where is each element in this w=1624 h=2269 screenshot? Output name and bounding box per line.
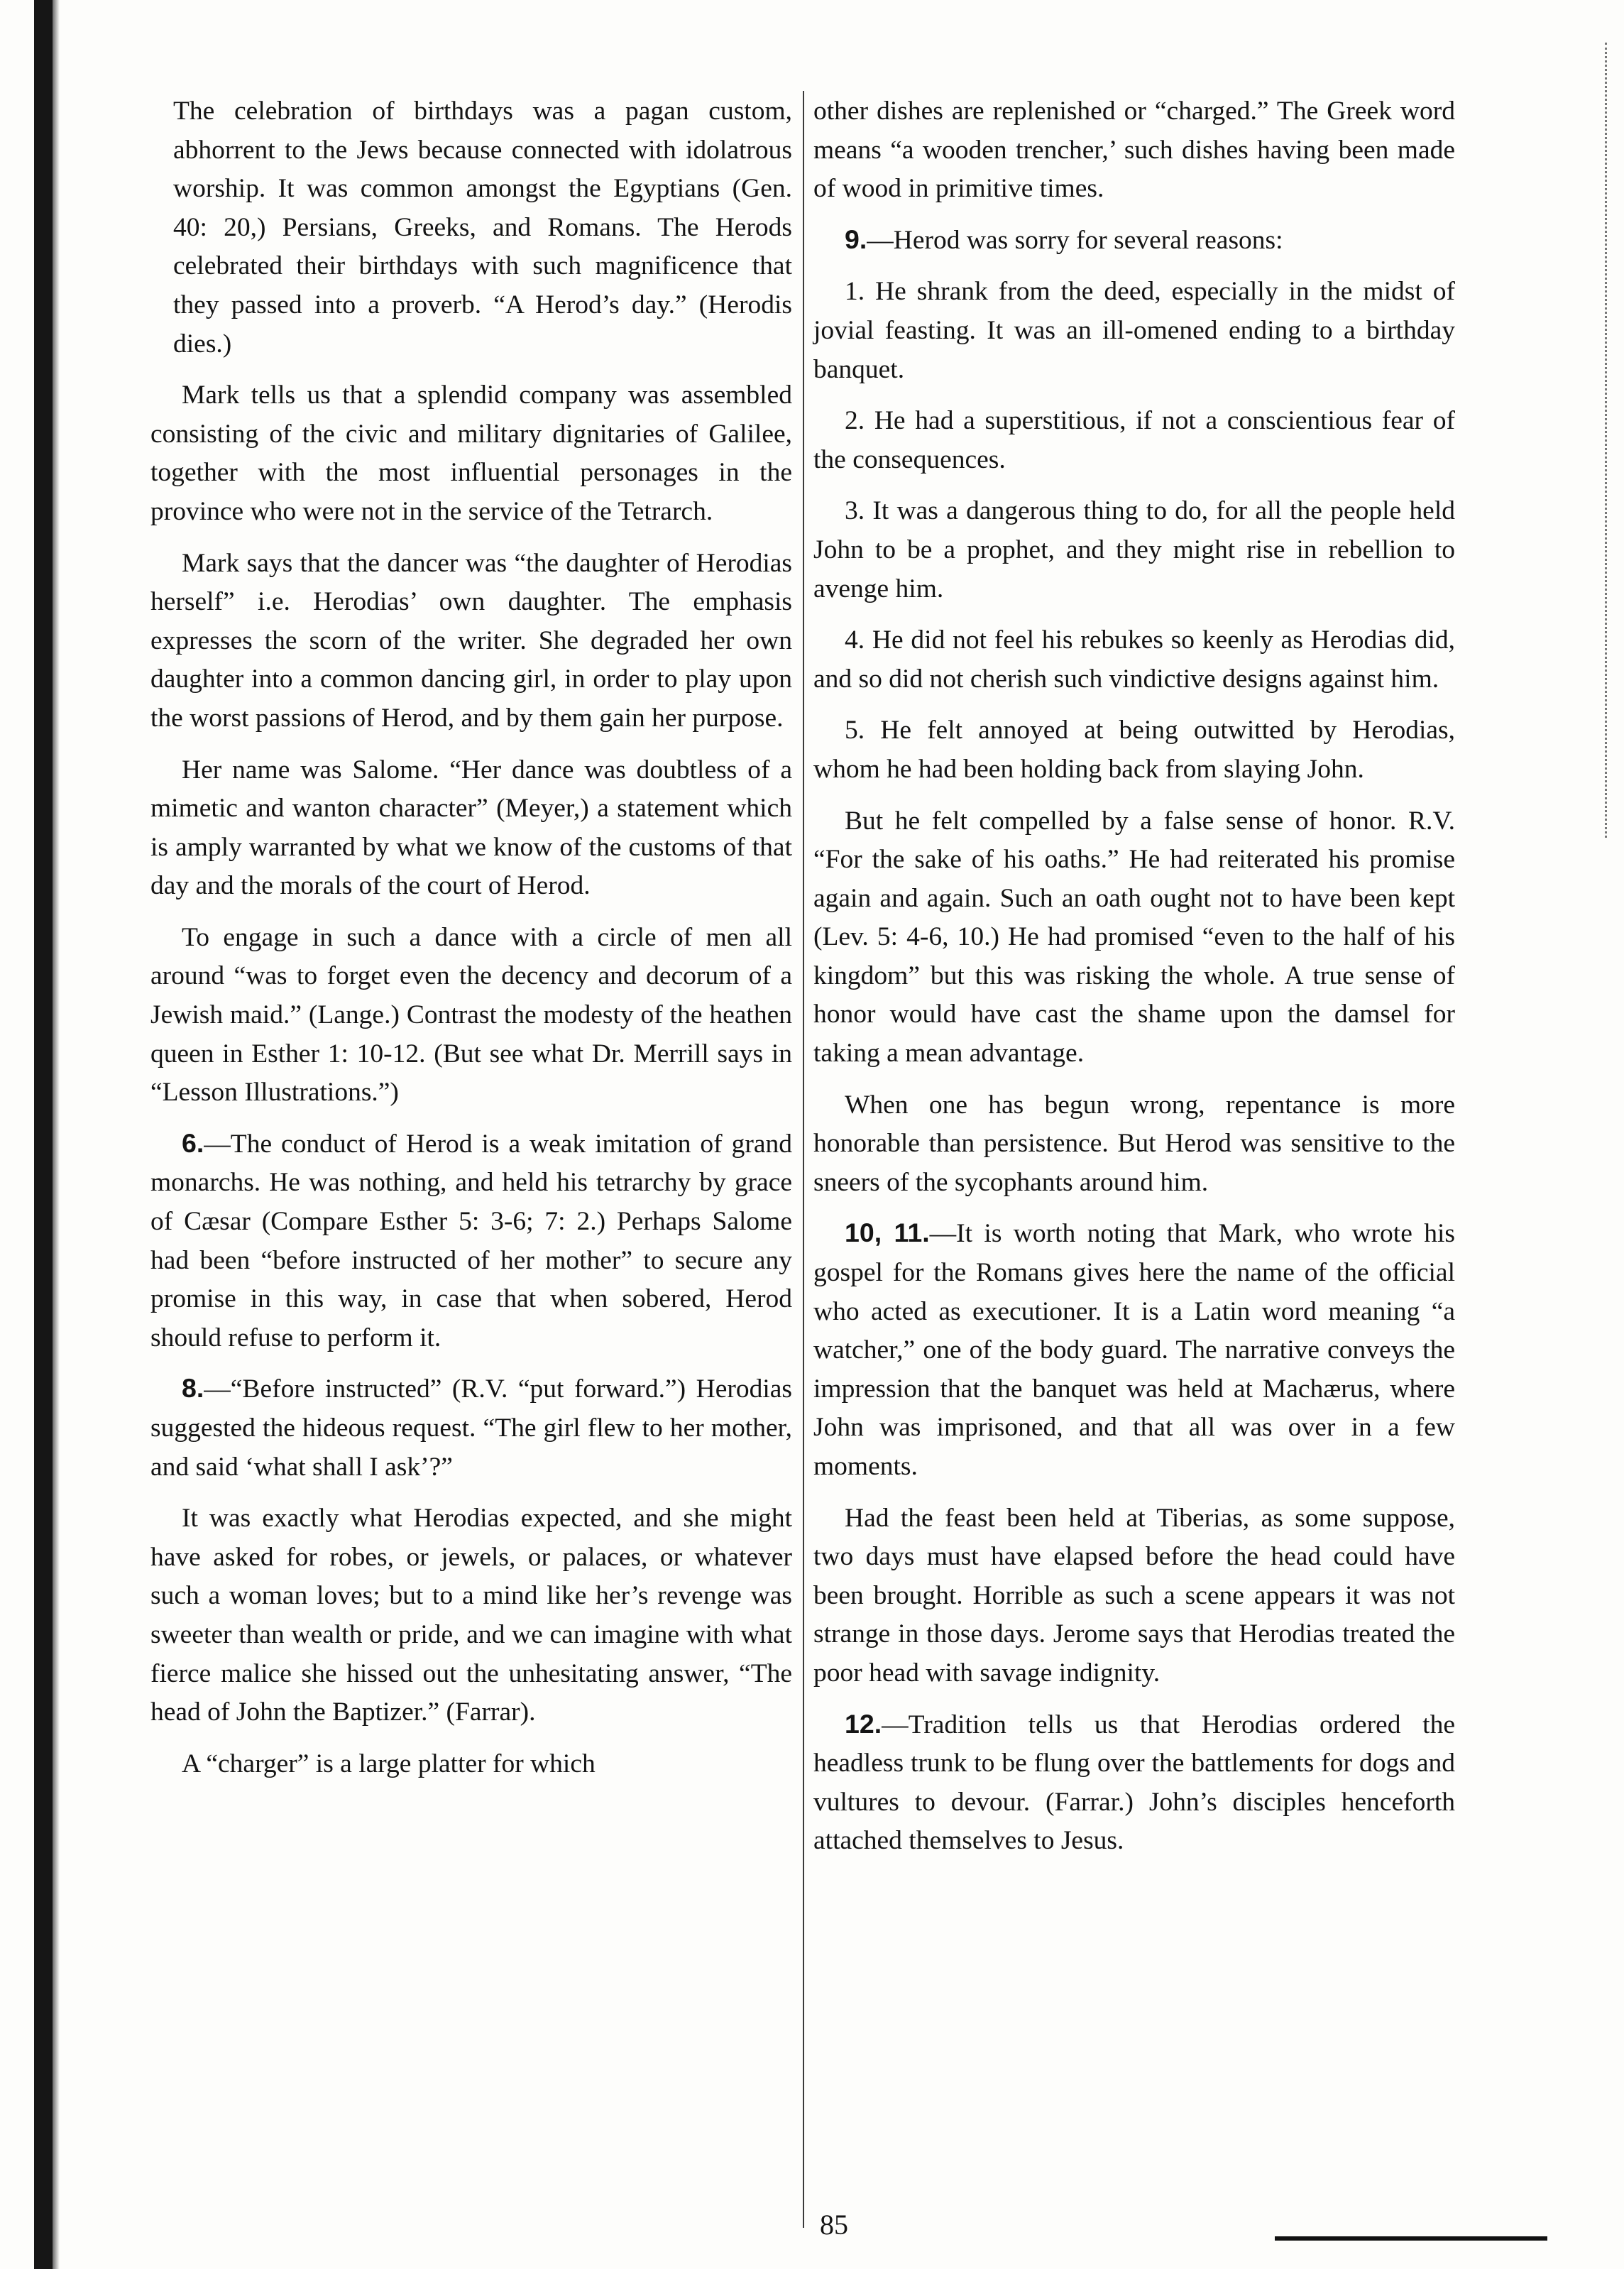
column-divider bbox=[803, 91, 804, 2228]
paragraph-text: —The conduct of Herod is a weak imitation of grand monarchs. He was nothing, and held his tetrarchy by grace of Cæsar (Compare Esther 5: 3-6; 7: 2.) Perhaps Salome had been “before instructed of her mother” to secure any promise in this way, in case that when sobered, Herod should refuse to perform it. bbox=[150, 1129, 792, 1352]
verse-number: 8. bbox=[182, 1373, 204, 1404]
left-column bbox=[150, 91, 792, 1795]
paragraph-text: Had the feast been held at Tiberias, as some suppose, two days must have elapsed before the head could have been brought. Horrible as such a scene appears it was not strange in those days. Jerome says that Herodias treated the poor head with savage indignity. bbox=[813, 1503, 1455, 1688]
verse-number: 9. bbox=[845, 224, 867, 254]
paragraph-text: 5. He felt annoyed at being outwitted by Herodias, whom he had been holding back from slaying John. bbox=[813, 716, 1455, 784]
paragraph bbox=[813, 1498, 1455, 1693]
verse-number: 6. bbox=[182, 1127, 204, 1158]
page-edge-marks bbox=[1592, 43, 1607, 838]
paragraph-text: 2. He had a superstitious, if not a conscientious fear of the consequences. bbox=[813, 406, 1455, 474]
paragraph-text: 4. He did not feel his rebukes so keenly as Herodias did, and so did not cherish such vindictive designs against him. bbox=[813, 625, 1455, 694]
paragraph bbox=[813, 801, 1455, 1073]
verse-number: 10, 11. bbox=[845, 1218, 930, 1248]
paragraph bbox=[813, 1705, 1455, 1861]
paragraph-text: To engage in such a dance with a circle of men all around “was to forget even the decency and decorum of a Jewish maid.” (Lange.) Contrast the modesty of the heathen queen in Esther 1: 10-12. (But see what Dr. Merrill says in “Lesson Illustrations.”) bbox=[150, 922, 792, 1108]
verse-number: 12. bbox=[845, 1708, 882, 1739]
paragraph-text: Mark tells us that a splendid company was assembled consisting of the civic and military dignitaries of Galilee, together with the most influential personages in the province who were not in the service of the Tetrarch. bbox=[150, 381, 792, 526]
paragraph bbox=[813, 1213, 1455, 1486]
right-column bbox=[813, 91, 1455, 1872]
paragraph bbox=[813, 271, 1455, 389]
paragraph bbox=[150, 1498, 792, 1732]
page-number: 85 bbox=[820, 2209, 848, 2241]
binding-edge bbox=[34, 0, 53, 2269]
paragraph bbox=[150, 543, 792, 738]
paragraph-text: Her name was Salome. “Her dance was doubtless of a mimetic and wanton character” (Meyer,) a statement which is amply warranted by what we know of the customs of that day and the morals of the court of Herod. bbox=[150, 755, 792, 901]
paragraph-text: When one has begun wrong, repentance is more honorable than persistence. But Herod was sensitive to the sneers of the sycophants around him. bbox=[813, 1090, 1455, 1197]
paragraph bbox=[150, 750, 792, 906]
paragraph bbox=[813, 491, 1455, 608]
paragraph-text: It was exactly what Herodias expected, and she might have asked for robes, or jewels, or palaces, or whatever such a woman loves; but to a mind like her’s revenge was sweeter than wealth or pride, and we can imagine with what fierce malice she hissed out the unhesitating answer, “The head of John the Baptizer.” (Farrar). bbox=[150, 1504, 792, 1727]
footer-rule bbox=[1275, 2236, 1547, 2241]
paragraph bbox=[150, 91, 792, 363]
paragraph bbox=[150, 1744, 792, 1784]
paragraph bbox=[813, 220, 1455, 261]
paragraph bbox=[813, 620, 1455, 699]
paragraph bbox=[150, 375, 792, 531]
paragraph bbox=[813, 1085, 1455, 1203]
paragraph-text: Mark says that the dancer was “the daughter of Herodias herself” i.e. Herodias’ own daughter. The emphasis expresses the scorn of the writer. She degraded her own daughter into a common dancing girl, in order to play upon the worst passions of Herod, and by them gain her purpose. bbox=[150, 548, 792, 733]
paragraph bbox=[150, 1124, 792, 1358]
binding-shadow bbox=[53, 0, 60, 2269]
paragraph-text: —Tradition tells us that Herodias ordered the headless trunk to be flung over the battlements for dogs and vultures to devour. (Farrar.) John’s disciples henceforth attached themselves to Jesus. bbox=[813, 1710, 1455, 1856]
paragraph bbox=[813, 91, 1455, 209]
paragraph bbox=[150, 1369, 792, 1487]
paragraph-text: 3. It was a dangerous thing to do, for all the people held John to be a prophet, and they might rise in rebellion to avenge him. bbox=[813, 496, 1455, 603]
paragraph bbox=[813, 710, 1455, 789]
paragraph-text: —“Before instructed” (R.V. “put forward.”) Herodias suggested the hideous request. “The girl flew to her mother, and said ‘what shall I ask’?” bbox=[150, 1374, 792, 1482]
paragraph-text: But he felt compelled by a false sense of honor. R.V. “For the sake of his oaths.” He had reiterated his promise again and again. Such an oath ought not to have been kept (Lev. 5: 4-6, 10.) He had promised “even to the half of his kingdom” but this was risking the whole. A true sense of honor would have cast the shame upon the damsel for taking a mean advantage. bbox=[813, 806, 1455, 1068]
paragraph bbox=[813, 400, 1455, 479]
paragraph bbox=[150, 917, 792, 1112]
paragraph-text: —It is worth noting that Mark, who wrote his gospel for the Romans gives here the name of the official who acted as executioner. It is a Latin word meaning “a watcher,” one of the body guard. The narrative conveys the impression that the banquet was held at Machærus, where John was imprisoned, and that all was over in a few moments. bbox=[813, 1219, 1455, 1481]
paragraph-text: The celebration of birthdays was a pagan custom, abhorrent to the Jews because connected with idolatrous worship. It was common amongst the Egyptians (Gen. 40: 20,) Persians, Greeks, and Romans. The Herods celebrated their birthdays with such magnificence that they passed into a proverb. “A Herod’s day.” (Herodis dies.) bbox=[173, 97, 792, 359]
paragraph-text: other dishes are replenished or “charged.” The Greek word means “a wooden trencher,’ such dishes having been made of wood in primitive times. bbox=[813, 97, 1455, 204]
paragraph-text: —Herod was sorry for several reasons: bbox=[867, 225, 1283, 255]
paragraph-text: 1. He shrank from the deed, especially in the midst of jovial feasting. It was an ill-omened ending to a birthday banquet. bbox=[813, 277, 1455, 384]
paragraph-text: A “charger” is a large platter for which bbox=[182, 1749, 596, 1778]
